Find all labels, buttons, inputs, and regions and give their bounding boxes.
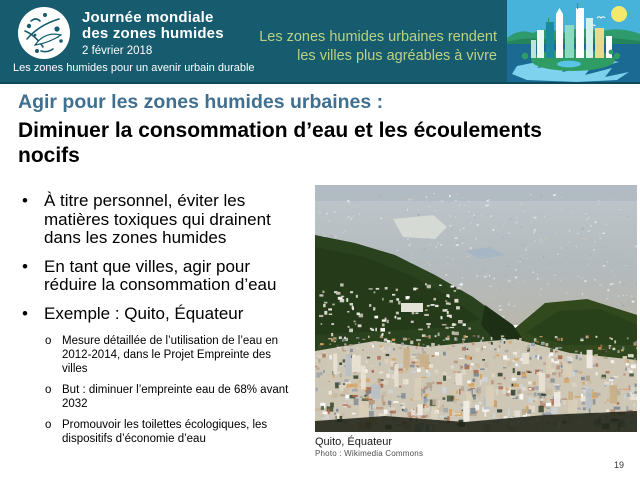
brand-date: 2 février 2018 <box>82 45 153 57</box>
bullet-text: Promouvoir les toilettes écologiques, les dispositifs d’économie d’eau <box>62 419 268 445</box>
quito-aerial-photo <box>315 185 637 432</box>
list-item <box>18 305 313 324</box>
brand-block <box>82 10 224 57</box>
bullet-icon: • <box>22 256 28 276</box>
list-item <box>45 418 313 446</box>
list-item <box>18 258 313 295</box>
list-item <box>45 334 313 376</box>
bullet-text: En tant que villes, agir pour réduire la consommation d’eau <box>44 256 277 294</box>
wetland-city-illustration-icon <box>507 0 640 82</box>
bullet-text: But : diminuer l’empreinte eau de 68% avant 2032 <box>62 384 289 410</box>
title-block <box>18 90 618 168</box>
sub-bullet-icon: o <box>45 384 52 396</box>
sub-bullet-icon: o <box>45 335 52 347</box>
slide-subtitle: Agir pour les zones humides urbaines : <box>18 91 384 113</box>
bullet-list <box>18 192 313 453</box>
brand-title-line1: Journée mondiale <box>82 9 214 26</box>
brand-title-line2: des zones humides <box>82 25 224 42</box>
slogan-line2: les villes plus agréables à vivre <box>297 48 497 64</box>
bullet-text: Mesure détaillée de l’utilisation de l’eau en 2012-2014, dans le Projet Empreinte des villes <box>62 335 279 375</box>
slogan-line1: Les zones humides urbaines rendent <box>259 29 497 45</box>
bullet-text: Exemple : Quito, Équateur <box>44 303 244 323</box>
slide-title: Diminuer la consommation d’eau et les écoulements nocifs <box>18 119 542 167</box>
page-number: 19 <box>613 460 624 470</box>
bullet-text: À titre personnel, éviter les matières toxiques qui drainent dans les zones humides <box>44 191 271 247</box>
world-wetlands-day-logo-icon <box>15 5 73 63</box>
list-item <box>45 383 313 411</box>
list-item <box>18 192 313 248</box>
quito-photo-figure <box>315 185 637 458</box>
photo-caption: Quito, Équateur <box>315 436 393 448</box>
bullet-icon: • <box>22 191 28 210</box>
banner-slogan <box>259 28 497 66</box>
header-banner <box>0 0 640 84</box>
sub-bullet-icon: o <box>45 419 52 431</box>
bullet-icon: • <box>22 303 28 323</box>
banner-tagline: Les zones humides pour un avenir urbain durable <box>13 62 255 74</box>
photo-credit: Photo : Wikimedia Commons <box>315 449 424 458</box>
